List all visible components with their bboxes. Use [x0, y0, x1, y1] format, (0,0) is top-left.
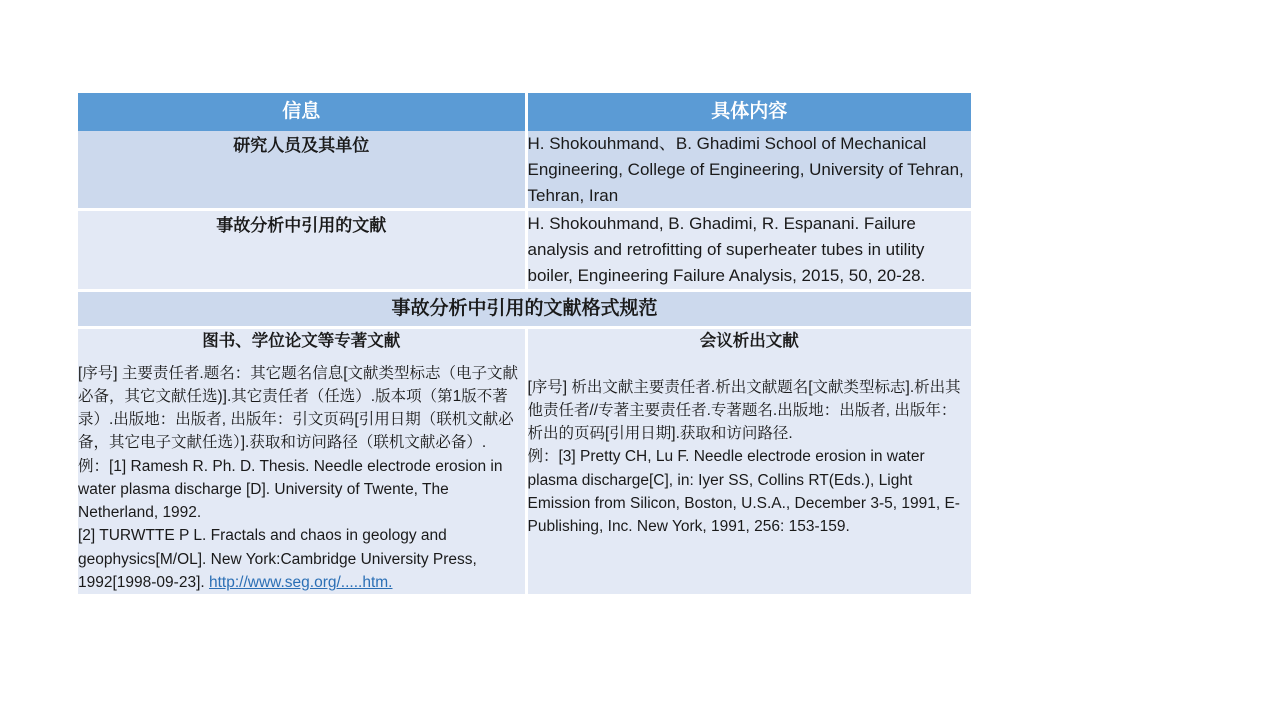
column-conference-spacer: [528, 362, 972, 376]
table-row: [78, 131, 971, 210]
column-conference: [526, 327, 971, 594]
table-row: [78, 210, 971, 290]
header-info: 信息: [78, 93, 526, 131]
column-conference-body-1: [序号] 析出文献主要责任者.析出文献题名[文献类型标志].析出其他责任者//专著主要责任者.专著题名.出版地：出版者, 出版年：析出的页码[引用日期].获取和访问路径.: [527, 378, 961, 443]
reference-hyperlink[interactable]: http://www.seg.org/.....htm.: [209, 573, 393, 591]
row-content-citations: H. Shokouhmand, B. Ghadimi, R. Espanani. Failure analysis and retrofitting of superheater tubes in utility boiler, Engineering Failure Analysis, 2015, 50, 20-28.: [526, 210, 971, 290]
row-label-researchers: 研究人员及其单位: [78, 131, 526, 210]
column-monograph-title: 图书、学位论文等专著文献: [202, 331, 401, 350]
column-monograph-body-2: 例：[1] Ramesh R. Ph. D. Thesis. Needle electrode erosion in water plasma discharge [D]. University of Twente, The Netherland, 1992.: [78, 457, 507, 522]
column-monograph-body-3-text: [2] TURWTTE P L. Fractals and chaos in geology and geophysics[M/OL]. New York:Cambridge University Press, 1992[1998-09-23].: [78, 527, 482, 591]
band-title-format-spec: 事故分析中引用的文献格式规范: [78, 290, 971, 327]
row-content-researchers: H. Shokouhmand、B. Ghadimi School of Mechanical Engineering, College of Engineering, University of Tehran, Tehran, Iran: [526, 131, 971, 210]
table-header-row: [78, 93, 971, 131]
column-conference-title: 会议析出文献: [699, 331, 799, 350]
table-row: [78, 327, 971, 594]
header-content: 具体内容: [526, 93, 971, 131]
column-monograph-body-1: [序号] 主要责任者.题名：其它题名信息[文献类型标志（电子文献必备，其它文献任选)].其它责任者（任选）.版本项（第1版不著录）.出版地：出版者, 出版年：引文页码[引用日期（联机文献必备，其它电子文献任选）].获取和访问路径（联机文献必备）.: [78, 364, 519, 452]
reference-table-wrapper: [78, 93, 971, 594]
column-monograph: [78, 327, 526, 594]
reference-table: [78, 93, 971, 594]
table-band-row: [78, 290, 971, 327]
column-monograph-body-3: [78, 524, 525, 594]
row-label-citations: 事故分析中引用的文献: [78, 210, 526, 290]
column-conference-body-2: 例：[3] Pretty CH, Lu F. Needle electrode erosion in water plasma discharge[C], in: Iyer SS, Collins RT(Eds.), Light Emission from Silicon, Boston, U.S.A., December 3-5, 1991, E-Publishing, Inc. New York, 1991, 256: 153-159.: [527, 448, 960, 536]
